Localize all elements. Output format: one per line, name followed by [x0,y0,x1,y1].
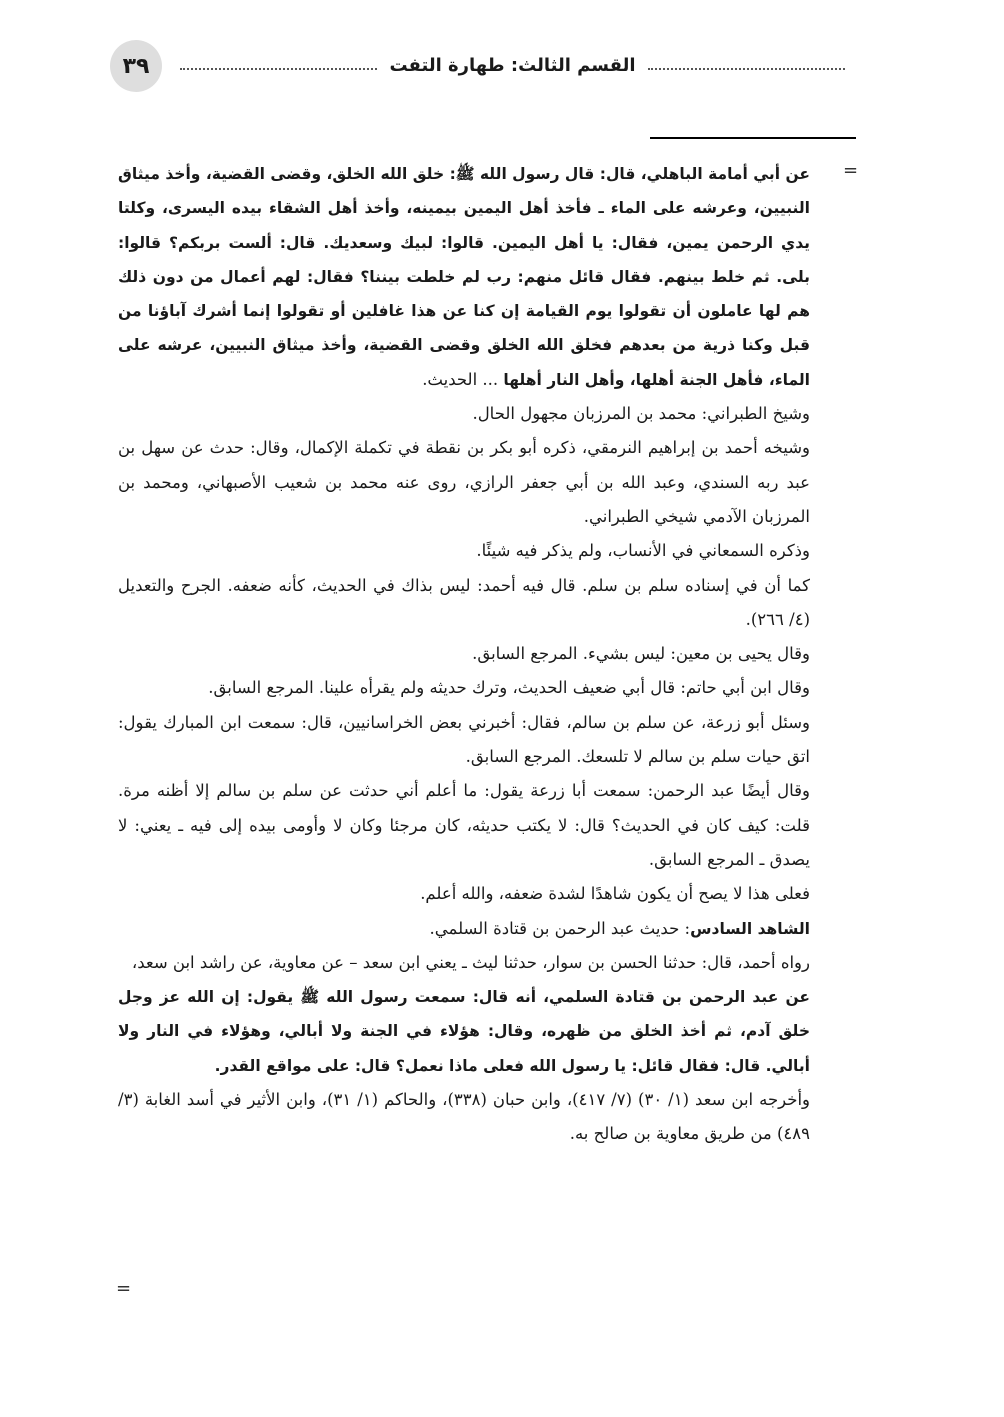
running-header [110,40,845,96]
paragraph: رواه أحمد، قال: حدثنا الحسن بن سوار، حدثنا ليث ـ يعني ابن سعد – عن معاوية، عن راشد ابن سعد، [131,952,810,972]
paragraph: وسئل أبو زرعة، عن سلم بن سالم، فقال: أخبرني بعض الخراسانيين، قال: سمعت ابن المبارك يقول: اتق حيات سلم بن سالم لا تلسعك. المرجع السابق. [118,712,810,767]
hadith-paragraph-1: عن أبي أمامة الباهلي، قال: قال رسول الله ﷺ: خلق الله الخلق، وقضى القضية، وأخذ ميثاق النبيين، وعرشه على الماء ـ فأخذ أهل اليمين بيمينه، وأخذ أهل الشقاء بيده اليسرى، وكلتا يدي الرحمن يمين، فقال: يا أهل اليمين. قالوا: لبيك وسعديك. قال: ألست بربكم؟ قالوا: بلى. ثم خلط بينهم. فقال قائل منهم: رب لم خلطت بيننا؟ فقال: لهم أعمال من دون ذلك هم لها عاملون أن تقولوا يوم القيامة إن كنا عن هذا غافلين أو تقولوا إنما أشرك آباؤنا من قبل وكنا ذرية من بعدهم فخلق الله الخلق وقضى القضية، وأخذ ميثاق النبيين، عرشه على الماء، فأهل الجنة أهلها، وأهل النار أهلها ... الحديث. [118,165,810,389]
footnote-body [118,157,810,1317]
paragraph: وشيخه أحمد بن إبراهيم النرمقي، ذكره أبو بكر بن نقطة في تكملة الإكمال، وقال: حدث عن سهل بن عبد ربه السندي، وعبد الله بن أبي جعفر الرازي، روى عنه محمد بن شعيب الأصبهاني، ومحمد بن المرزبان الآدمي شيخي الطبراني. [118,438,810,526]
paragraph: وشيخ الطبراني: محمد بن المرزبان مجهول الحال. [472,404,810,424]
witness-heading: الشاهد السادس [690,919,810,938]
page-number-badge [110,40,162,92]
continuation-mark-top: = [843,160,859,181]
footnote-rule [650,137,856,139]
hadith-paragraph-2: عن عبد الرحمن بن قتادة السلمي، أنه قال: سمعت رسول الله ﷺ يقول: إن الله عز وجل خلق آدم، ثم أخذ الخلق من ظهره، وقال: هؤلاء في الجنة ولا أبالي، وهؤلاء في النار ولا أبالي. قال: فقال قائل: يا رسول الله فعلى ماذا نعمل؟ قال: على مواقع القدر. [118,988,810,1075]
leader-dots-right [648,68,845,70]
paragraph: وذكره السمعاني في الأنساب، ولم يذكر فيه شيئًا. [476,541,810,561]
paragraph: وأخرجه ابن سعد (١/ ٣٠) (٧/ ٤١٧)، وابن حبان (٣٣٨)، والحاكم (١/ ٣١)، وابن الأثير في أسد الغابة (٣/ ٤٨٩) من طريق معاوية بن صالح به. [118,1090,810,1144]
paragraph: فعلى هذا لا يصح أن يكون شاهدًا لشدة ضعفه، والله أعلم. [420,884,810,904]
section-heading-paragraph: الشاهد السادس: حديث عبد الرحمن بن قتادة السلمي. [429,918,810,938]
header-title-row [180,55,845,76]
paragraph: وقال يحيى بن معين: ليس بشيء. المرجع السابق. [472,644,810,664]
paragraph: وقال ابن أبي حاتم: قال أبي ضعيف الحديث، وترك حديثه ولم يقرأه علينا. المرجع السابق. [208,678,810,698]
page-number: ٣٩ [122,53,150,79]
paragraph: وقال أيضًا عبد الرحمن: سمعت أبا زرعة يقول: ما أعلم أني حدثت عن سلم بن سالم إلا أظنه مرة. قلت: كيف كان في الحديث؟ قال: لا يكتب حديثه، كان مرجئا وكان لا وأومى بيده إلى فيه ـ يعني: لا يصدق ـ المرجع السابق. [118,781,810,869]
leader-dots-left [180,68,377,70]
section-title: القسم الثالث: طهارة التفت [389,55,636,76]
continuation-mark-bottom: = [116,1278,132,1299]
paragraph: كما أن في إسناده سلم بن سلم. قال فيه أحمد: ليس بذاك في الحديث، كأنه ضعفه. الجرح والتعديل (٤/ ٢٦٦). [118,575,810,629]
